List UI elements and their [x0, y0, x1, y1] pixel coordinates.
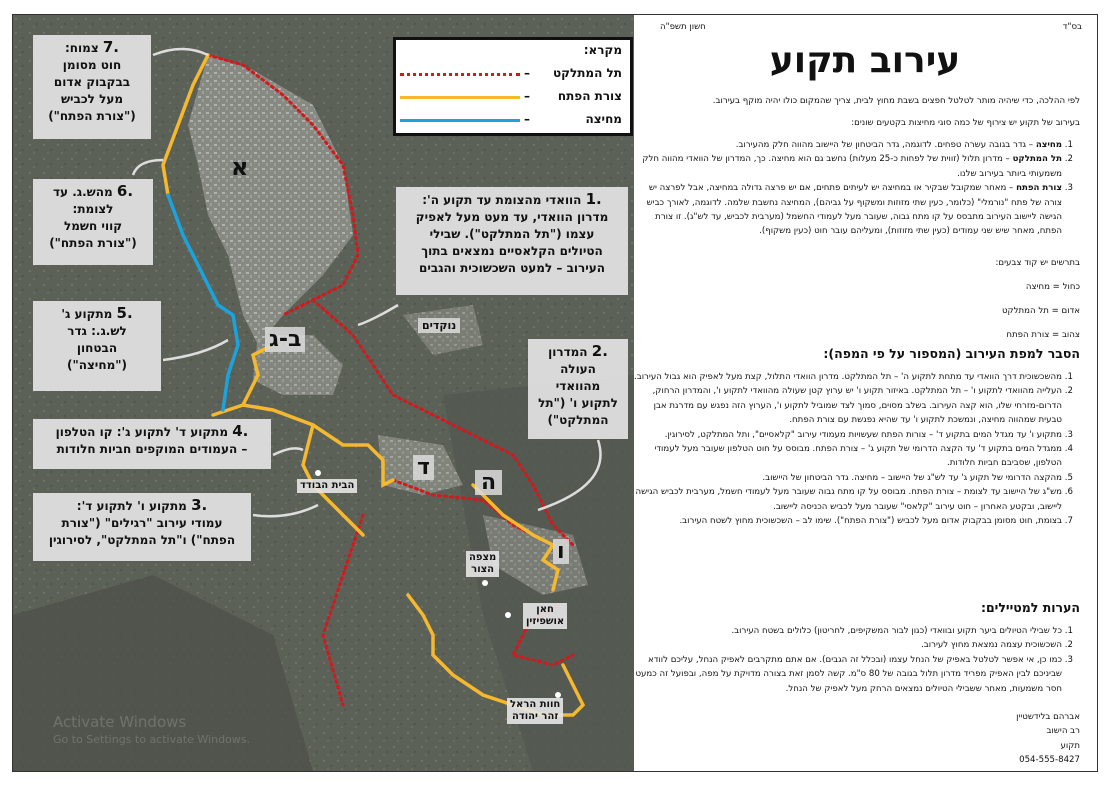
place-dot [315, 470, 321, 476]
callout-number: .1 [585, 190, 602, 208]
legend-swatch-yellow [400, 96, 520, 99]
callout-text: מעל לכביש [60, 92, 124, 106]
list-item: 3. כמו כן, אי אפשר לטלטל באפיק של הנחל עצמו (ובכלל זה הגבים). אם אתם מתקרבים לאפיק הנחל, עליכם לוודא שביניכם לבין האפיק מפריד מדרון תלול בגובה של 80 ס"מ. קשה לסמן זאת בצורה מדויקת על מפה, ובפועל זה כמעט חסר משמעות, מאחר ששבילי הטיולים נמצאים הרחק מעל לאפיק של הנחל. [632, 653, 1062, 696]
list-item: 1. כל שבילי הטיולים ביער תקוע ובוואדי (כגון לבור המשקיפים, לחריטון) כלולים בשטח העירוב. [632, 624, 1062, 638]
document-panel [634, 16, 1090, 768]
callout-line [39, 39, 145, 57]
area-label-bg: ב-ג [265, 327, 305, 352]
callout-number: .5 [116, 304, 133, 322]
place-label-mitzpe [466, 551, 499, 577]
legend-label: מחיצה [585, 112, 622, 126]
callout-line [402, 191, 622, 209]
signature-phone: 054-555-8427 [1019, 755, 1080, 766]
callout-number: .2 [591, 342, 608, 360]
hikers-section-title: הערות למטיילים: [980, 600, 1080, 615]
callout-number: .3 [191, 496, 208, 514]
callout-line [39, 497, 245, 515]
callout-text: מדרון הוואדי, עד מעט מעל לאפיק [415, 210, 609, 224]
legend-item-tzura [396, 87, 622, 107]
term: צורת הפתח [1016, 183, 1062, 194]
callout-text: העירוב – למעט השכשוכית והגבים [418, 261, 606, 275]
place-label-line: חוות הראל [510, 699, 561, 710]
watermark-line1: Activate Windows [53, 713, 187, 731]
place-dot [482, 580, 488, 586]
callout-text: קווי חשמל [63, 219, 123, 233]
term-text: – גדר בגובה עשרה טפחים. לדוגמה, גדר הביטחון של היישוב מהווה חלק מהעירוב. [735, 140, 1036, 150]
term-text: – מאחר שמקובל שבקיר או במחיצה יש לעיתים פתחים, אם יש פרצה גדולה במחיצה, אבל לפרצה יש צורה של פתח "נורמלי" (כלומר, כעין שתי מזוזות ומשקוף על גביהם), המחיצה נחשבת שלמה. לדוגמה, לאורך כביש הגישה ליישוב העירוב מתבסס על קו מתח גבוה, שעובר מעל לעמודי החשמל (מערבית לכביש, עד לש"ג). זו צורת הפתח, מאחר שיש שני עמודים (כעין שתי מזוזות), ומעליהם עובר חוט (כעין משקוף). [646, 183, 1062, 237]
place-label-line: אושפיזין [526, 616, 565, 627]
watermark-line2: Go to Settings to activate Windows. [53, 733, 251, 746]
list-item: 7. בצומת, חוט מסומן בבקבוק אדום מעל לכביש ("צורת הפתח"). שימו לב – השכשוכית מחוץ לשטח העירוב. [632, 514, 1062, 528]
intro-paragraph: לפי ההלכה, כדי שיהיה מותר לטלטל חפצים בשבת מחוץ לבית, צריך שהמקום כולו יהיה מוקף בעירוב. [712, 96, 1080, 106]
legend-swatch-red [400, 73, 520, 76]
callout-text: – העמודים המוקפים חביות חלודות [56, 442, 248, 456]
legend-item-tel [396, 64, 622, 84]
document-title: עירוב תקוע [769, 40, 961, 81]
list-item: 4. ממגדל המים בתקוע ד' עד הקצה הדרומי של תקוע ג' – צורת הפתח. מבוסס על חוט הטלפון שעובר מעל לעמודי הטלפון, שסביבם חביות חלודות. [632, 442, 1062, 471]
list-item: 1. מהשכשוכית דרך הוואדי עד מתחת לתקוע ה' – תל המתלקט. מדרון הוואדי התלול, קצת מעל לאפיק הוא גבול העירוב. [632, 370, 1062, 384]
callout-text: מהוואדי [555, 379, 601, 393]
callout-3 [33, 493, 251, 561]
callout-text: ("צורת הפתח") [48, 109, 136, 123]
term-text: – מדרון תלול (זווית של לפחות כ-25 מעלות) נחשב גם הוא מחיצה. כך, המדרון של הוואדי מהווה חלק משמעותי ביותר בעירוב שלנו. [642, 154, 1062, 179]
hikers-notes-list [632, 624, 1080, 696]
eruv-map [13, 15, 634, 771]
callout-text: מתקוע ו' לתקוע ד': [76, 499, 187, 513]
intro-paragraph: בעירוב של תקוע יש צירוף של כמה סוגי מחיצות בקטעים שונים: [851, 118, 1080, 128]
colors-intro: בתרשים יש קוד צבעים: [995, 258, 1080, 268]
callout-text: המתלקט") [547, 413, 609, 427]
legend-label: צורת הפתח [557, 89, 622, 103]
color-code-yellow: צהוב = צורת הפתח [1006, 330, 1080, 340]
callout-6 [33, 179, 153, 265]
callout-text: הפתח") ו"תל המתלקט", לסירוגין [48, 533, 236, 547]
callout-7 [33, 35, 151, 139]
list-item: 3. מתקוע ו' עד מגדל המים בתקוע ד' – צורות הפתח שעשויות מעמודי עירוב "קלאסיים", ותל המתלקט, לסירוגין. [632, 428, 1062, 442]
color-code-blue: כחול = מחיצה [1025, 282, 1080, 292]
area-label-nokdim: נוקדים [418, 318, 460, 333]
list-item: 2. העלייה מהוואדי לתקוע ו' – תל המתלקט. באיזור תקוע ו' יש ערוץ קטן שעולה מהוואדי לתקוע ו', והמדרון הרחוק, הדרום-מזרחי שלו, הוא קצה העירוב. בשלב מסוים, סמוך לצד שמוביל לתקוע ו', הערוץ הזה נפגש עם מדרגת אבן טבעית שמהווה מחיצה, ונמשכת לתקוע ו' עד שהיא נפגשת עם צורת הפתח. [632, 384, 1062, 427]
callout-text: חוט מסומן [62, 58, 122, 72]
place-label-line: הצור [471, 564, 495, 575]
list-item: 2. השכשוכית עצמה נמצאת מחוץ לעירוב. [632, 638, 1062, 652]
map-explanation-list [632, 370, 1080, 528]
legend-swatch-blue [400, 119, 520, 122]
callout-line [39, 183, 147, 201]
term: מחיצה [1035, 140, 1062, 150]
signature-place: תקוע [1060, 740, 1080, 751]
header-bsd: בס"ד [1062, 22, 1082, 32]
area-label-v: ו [553, 539, 569, 564]
callout-text: ("מחיצה") [66, 358, 127, 372]
callout-text: מהש.ג. עד [52, 185, 113, 199]
area-label-h: ה [475, 470, 502, 495]
list-item [632, 152, 1062, 181]
callout-text: לש.ג.: גדר [67, 324, 127, 338]
callout-text: מתקוע ד' לתקוע ג': קו הטלפון [55, 425, 229, 439]
map-legend [393, 37, 633, 136]
legend-dash: – [524, 89, 530, 103]
callout-line [534, 343, 622, 361]
callout-text: הטיולים הקלאסיים נמצאים בתוך [421, 244, 603, 258]
callout-line [39, 305, 155, 323]
header-date: חשון תשפ"ה [660, 22, 706, 32]
callout-text: לתקוע ו' ("תל [538, 396, 618, 410]
callout-text: לצומת: [72, 202, 114, 216]
signature-role: רב הישוב [1046, 726, 1080, 737]
list-item: 6. מש"ג של היישוב עד לצומת – צורת הפתח. מבוסס על קו מתח גבוה שעובר מעל לעמודי חשמל, מערבית לכביש הגישה ליישוב, ובקטע האחרון – חוט עירוב "קלאסי" שעובר מעל לכביש הכניסה ליישוב. [632, 485, 1062, 514]
callout-text: ("צורת הפתח") [49, 236, 137, 250]
area-label-a: א [231, 153, 249, 181]
callout-number: .7 [102, 38, 119, 56]
callout-2 [528, 339, 628, 439]
callout-4 [33, 419, 271, 469]
callout-text: עמודי עירוב "רגילים" ("צורת [61, 516, 223, 530]
callout-text: הוואדי מהצומת עד תקוע ה': [422, 193, 582, 207]
place-label-line: מצפה [469, 552, 497, 563]
term: תל המתלקט [1012, 154, 1062, 165]
list-item [632, 181, 1062, 239]
area-label-d: ד [413, 455, 434, 480]
callout-text: בבקבוק אדום [53, 75, 131, 89]
eruv-types-list [632, 138, 1080, 239]
callout-5 [33, 301, 161, 391]
callout-text: הבטחון [76, 341, 118, 355]
color-code-red: אדום = תל המתלקט [1001, 306, 1080, 316]
callout-text: העולה [560, 362, 596, 376]
legend-label: תל המתלקט [552, 66, 622, 80]
map-section-title: הסבר למפת העירוב (המספור על פי המפה): [823, 346, 1080, 361]
place-label-khan [523, 603, 567, 629]
callout-number: .4 [232, 422, 249, 440]
callout-number: .6 [116, 182, 134, 200]
legend-dash: – [524, 112, 530, 126]
callout-1 [396, 187, 628, 295]
signature-block [650, 710, 1080, 768]
list-item [632, 138, 1062, 152]
place-label-beit-habodeds: הבית הבודד [297, 479, 357, 493]
place-dot [505, 612, 511, 618]
callout-line [39, 423, 265, 441]
place-label-havat [507, 698, 563, 724]
callout-text: מתקוע ג' [61, 307, 113, 321]
place-label-line: חאן [536, 604, 554, 615]
place-label-line: זהר יהודה [511, 711, 559, 722]
callout-text: עצמו ("תל המתלקט"). שבילי [429, 227, 595, 241]
list-item: 5. מהקצה הדרומי של תקוע ג' עד לש"ג של היישוב – מחיצה. גדר הביטחון של היישוב. [632, 471, 1062, 485]
legend-item-mechitza [396, 110, 622, 130]
signature-name: אברהם בלידשטיין [1016, 712, 1080, 722]
legend-dash: – [524, 66, 530, 80]
callout-text: המדרון [548, 345, 588, 359]
callout-text: צמוח: [64, 41, 99, 55]
legend-title: מקרא: [583, 43, 622, 57]
